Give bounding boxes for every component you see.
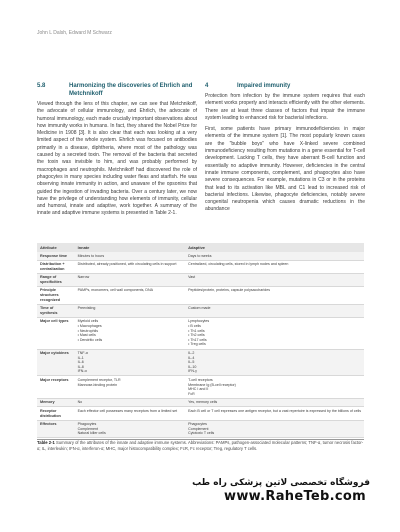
innate-cell xyxy=(75,317,186,349)
attribute-cell: Principle structures recognized xyxy=(37,286,75,304)
adaptive-cell-line: • Th17 cells xyxy=(188,337,207,342)
table-body xyxy=(37,252,364,438)
attribute-cell: Major cytokines xyxy=(37,349,75,376)
innate-cell-line: No xyxy=(77,400,83,405)
innate-cell xyxy=(75,376,186,398)
adaptive-cell xyxy=(185,376,364,398)
innate-cell xyxy=(75,260,186,273)
innate-cell-line: PAMPs, monomers, cell wall components, DNA xyxy=(77,288,154,293)
adaptive-cell-line: Vast xyxy=(188,275,196,280)
section-number: 4 xyxy=(205,83,209,89)
section-body xyxy=(37,101,197,218)
attribute-cell: Range of specificities xyxy=(37,273,75,286)
innate-cell-line: IL-8 xyxy=(77,364,84,369)
section-heading xyxy=(205,82,365,90)
section-title: Harmonizing the discoveries of Ehrlich and Metchnikoff xyxy=(69,83,193,97)
adaptive-cell xyxy=(185,317,364,349)
adaptive-cell-line: • Th2 cells xyxy=(188,333,205,338)
running-head: John L Dalsh, Edward M Schwarz xyxy=(37,30,112,36)
adaptive-cell-line: Centralized, circulating cells, stored in lymph nodes and spleen xyxy=(188,262,289,267)
innate-cell-line: Myeloid cells xyxy=(77,319,99,324)
adaptive-cell-line: IL-4 xyxy=(188,355,195,360)
innate-cell-line: IL-6 xyxy=(77,360,84,365)
innate-cell-line: • Neutrophils xyxy=(77,328,99,333)
adaptive-cell-line: MHC I and II xyxy=(188,387,209,392)
adaptive-cell-line: FcR xyxy=(188,391,195,396)
adaptive-cell-line: Yes, memory cells xyxy=(188,400,218,405)
paragraph: First, some patients have primary immunodeficiencies in major elements of the immune system [1]. The most popularly known cases are the "bubble boys" who have X-linked severe combined immunodeficiency resulting from mutations in a gene essential for T-cell development. Lacking T cells, they have aberrant B-cell function and essentially no adaptive immunity. However, deficiencies in the central innate immune components, complement, and phagocytes also have severe consequences. For example, mutations in C3 or in the proteins that lead to its activation like MBL and C1 lead to increased risk of bacterial infections. Likewise, phagocyte deficiencies, notably severe congenital neutropenia which causes dramatic reductions in the abundance xyxy=(205,126,365,213)
adaptive-cell-line: Each B cell or T cell expresses one antigen receptor, but a vast repertoire is expressed by the billions of cells xyxy=(188,408,361,413)
innate-cell xyxy=(75,304,186,317)
section-body xyxy=(205,93,365,214)
adaptive-cell-line: IL-2 xyxy=(188,351,195,355)
immune-table xyxy=(37,243,364,440)
adaptive-cell-line: Membrane Ig (B-cell receptor) xyxy=(188,382,236,387)
innate-cell-line: • Dendritic cells xyxy=(77,337,103,342)
adaptive-cell-line: IL-10 xyxy=(188,364,197,369)
column-header: Adaptive xyxy=(185,243,364,252)
left-column xyxy=(37,82,197,222)
table-row xyxy=(37,273,364,286)
innate-cell xyxy=(75,420,186,438)
innate-cell-line: Mannose-binding protein xyxy=(77,382,118,387)
adaptive-cell-line: Lymphocytes xyxy=(188,319,210,324)
table xyxy=(37,243,364,438)
adaptive-cell-line: Peptides/protein, proteins, capsule polysaccharides xyxy=(188,288,271,293)
innate-cell-line: Each effector cell possesses many receptors from a limited set xyxy=(77,408,178,413)
innate-cell-line: Natural killer cells xyxy=(77,431,106,436)
adaptive-cell-line: Phagocytes xyxy=(188,422,207,427)
attribute-cell: Time of synthesis xyxy=(37,304,75,317)
attribute-cell: Receptor distribution xyxy=(37,407,75,420)
innate-cell-line: Preexisting xyxy=(77,306,96,311)
innate-cell xyxy=(75,398,186,407)
table-row xyxy=(37,420,364,438)
innate-cell-line: Minutes to hours xyxy=(77,253,105,258)
table-row xyxy=(37,304,364,317)
paragraph: Viewed through the lens of this chapter, we can see that Metchnikoff, the advocate of cellular immunology, and Ehrlich, the advocate of humoral immunology, each made crucially important observations about how immunity works in humans. In fact, they shared the Nobel Prize for Medicine in 1908 [3]. It is also clear that each was looking at a very limited aspect of the whole system. Ehrlich was focused on antibodies primarily in a disease, diphtheria, where most of the pathology was caused by a secreted toxin. The removal of the bacteria that secreted the toxin was invisible to him, and was probably performed by macrophages and neutrophils. Metchnikoff had discovered the role of phagocytes in many species including water fleas and starfish. He was observing innate immunity in action, and unaware of the opsonins that guided the ingestion of invading bacteria. Over a century later, we now have the privilege of understanding how elements of immunity, cellular and humoral, innate and adaptive, work together. A summary of the innate and adaptive immune systems is presented in Table 2-1. xyxy=(37,101,197,217)
watermark-url: www.RaheTeb.com xyxy=(224,489,366,504)
caption-text: Summary of the attributes of the innate and adaptive immune systems. Abbreviations: PAMPs, pathogen-associated molecular patterns; TNF-α, tumor necrosis factor-α; IL, interleukin; IFN-α, interferon-α; MHC, major histocompatibility complex; FcR, Fc receptor; Treg, regulatory T cells. xyxy=(37,440,364,451)
adaptive-cell-line: T-cell receptors xyxy=(188,377,213,382)
innate-cell-line: • Mast cells xyxy=(77,333,96,338)
caption-label: Table 2-1 xyxy=(37,440,55,445)
innate-cell-line: IFN-α xyxy=(77,369,87,374)
attribute-cell: Memory xyxy=(37,398,75,407)
table-row xyxy=(37,252,364,260)
adaptive-cell-line: • B cells xyxy=(188,324,201,329)
innate-cell-line: Complement xyxy=(77,426,98,431)
adaptive-cell xyxy=(185,420,364,438)
table-row xyxy=(37,349,364,376)
adaptive-cell xyxy=(185,398,364,407)
attribute-cell: Response time xyxy=(37,252,75,260)
innate-cell-line: Phagocytes xyxy=(77,422,97,427)
adaptive-cell-line: Cytotoxic T cells xyxy=(188,431,215,436)
adaptive-cell-line: Custom made xyxy=(188,306,211,311)
innate-cell-line: Narrow xyxy=(77,275,90,280)
innate-cell-line: • Macrophages xyxy=(77,324,102,329)
right-column xyxy=(205,82,365,218)
innate-cell xyxy=(75,349,186,376)
innate-cell-line: TNF-α xyxy=(77,351,88,355)
adaptive-cell xyxy=(185,304,364,317)
section-number: 5.8 xyxy=(37,83,46,89)
adaptive-cell-line: • Treg cells xyxy=(188,342,206,347)
innate-cell xyxy=(75,407,186,420)
watermark xyxy=(192,478,370,504)
adaptive-cell-line: IL-5 xyxy=(188,360,195,365)
attribute-cell: Distribution + centralization xyxy=(37,260,75,273)
adaptive-cell xyxy=(185,273,364,286)
adaptive-cell xyxy=(185,260,364,273)
innate-cell xyxy=(75,252,186,260)
paragraph: Protection from infection by the immune system requires that each element works properly and interacts efficiently with the other elements. There are at least three classes of factors that impair the immune system leading to enhanced risk for bacterial infections. xyxy=(205,93,365,121)
table-row xyxy=(37,286,364,304)
innate-cell-line: Complement receptor, TLR xyxy=(77,377,121,382)
innate-cell-line: Distributed, already positioned, with circulating cells in support xyxy=(77,262,177,267)
adaptive-cell xyxy=(185,407,364,420)
watermark-store-name: فروشگاه تخصصی لاتین پزشکی راه طب xyxy=(192,478,370,488)
table-row xyxy=(37,260,364,273)
adaptive-cell xyxy=(185,252,364,260)
adaptive-cell-line: • Th1 cells xyxy=(188,328,205,333)
column-header: Innate xyxy=(75,243,186,252)
adaptive-cell xyxy=(185,286,364,304)
attribute-cell: Major receptors xyxy=(37,376,75,398)
adaptive-cell-line: Complement xyxy=(188,426,209,431)
table-row xyxy=(37,317,364,349)
innate-cell xyxy=(75,273,186,286)
section-heading xyxy=(37,82,197,98)
table-header-row xyxy=(37,243,364,252)
adaptive-cell-line: Days to weeks xyxy=(188,253,212,258)
table-caption xyxy=(37,440,364,451)
table-row xyxy=(37,398,364,407)
table-row xyxy=(37,376,364,398)
innate-cell xyxy=(75,286,186,304)
column-header: Attribute xyxy=(37,243,75,252)
innate-cell-line: IL-1 xyxy=(77,355,84,360)
attribute-cell: Effectors xyxy=(37,420,75,438)
adaptive-cell-line: IFN-γ xyxy=(188,369,197,374)
section-title: Impaired immunity xyxy=(237,83,291,89)
adaptive-cell xyxy=(185,349,364,376)
attribute-cell: Major cell types xyxy=(37,317,75,349)
table-row xyxy=(37,407,364,420)
